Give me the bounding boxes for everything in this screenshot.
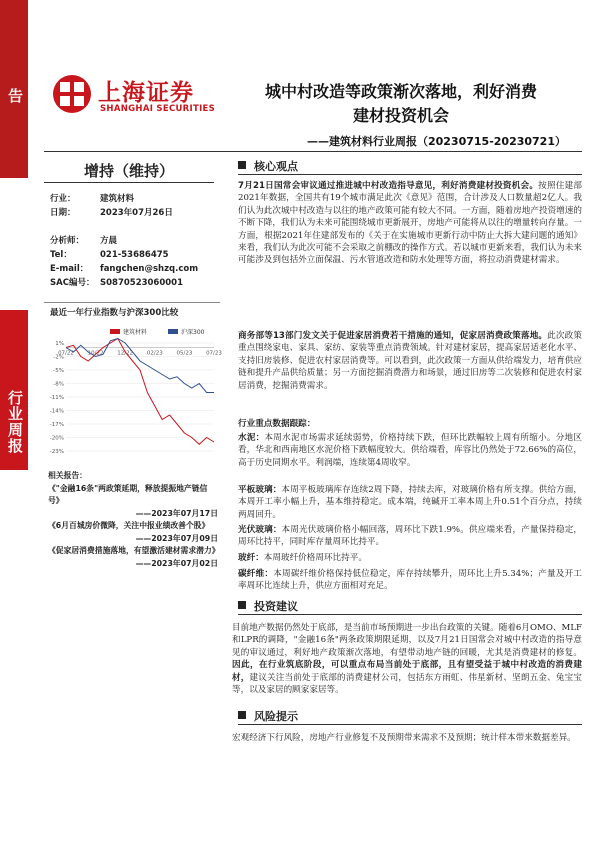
pv-key: 光伏玻璃： — [238, 525, 282, 535]
invest-tail: 建议关注当前处于底部的消费建材公司，包括东方雨虹、伟星新材、坚朗五金、兔宝宝等，以及家居的顾家家居等。 — [232, 672, 582, 696]
section-core-heading — [238, 158, 298, 174]
chart-title: 最近一年行业指数与沪深300比较 — [50, 308, 179, 318]
section-risk-title: 风险提示 — [254, 710, 298, 723]
index-comparison-chart — [44, 302, 220, 460]
x-tick-label: 12/22 — [117, 350, 134, 357]
cement-paragraph — [238, 432, 582, 469]
fiber-paragraph — [238, 552, 582, 564]
carbon-paragraph — [238, 568, 582, 593]
invest-bold: 因此，在行业筑底阶段，可以重点布局当前处于底部，且有望受益于城中村改造的消费建材， — [232, 660, 582, 683]
logo-text-en: SHANGHAI SECURITIES — [100, 104, 216, 114]
meta-sac — [50, 276, 183, 290]
core-p1-body: 按照住建部2021年数据，全国共有19个城市满足此次《意见》范围，合计涉及人口数量超2亿人。我们认为此次城中村改造与以往的地产政策可能有较大不同。一方面，随着房地产投资增速的不断下降，我们认为未来可能围绕城市更新展开，房地产可能将从以往的增量转向存量。一方面，根据2021年住建部发布的《关于在实施城市更新行动中防止大拆大建问题的通知》来看，我们认为此次可能不会采取之前棚改的操作方式。若以城市更新来看，我们认为未来可能涉及到包括外立面保温、污水管道改造和防水处理等方面，将拉动消费建材需求。 — [238, 181, 582, 266]
pv-body: 本周光伏玻璃价格小幅回落，周环比下跌1.9%。供应端来看，产量保持稳定，周环比持平，同时库存量周环比持平。 — [238, 525, 582, 548]
section-invest-title: 投资建议 — [254, 600, 298, 613]
header-divider — [44, 151, 582, 152]
meta-sac-value: S0870523060001 — [100, 278, 184, 288]
section-bullet-icon — [238, 161, 246, 169]
x-tick-label: 10/22 — [87, 350, 104, 357]
meta-email-key: E-mail： — [50, 264, 89, 274]
section-invest-heading — [238, 598, 298, 614]
meta-date-value: 2023年07月26日 — [100, 208, 173, 218]
pv-glass-paragraph — [238, 524, 582, 549]
title-line-1: 城中村改造等政策渐次落地，利好消费 — [264, 82, 537, 101]
rating-divider — [44, 182, 214, 183]
meta-industry-key: 行业： — [50, 194, 76, 204]
report-title — [236, 80, 566, 128]
related-item[interactable]: 《"金融16条"两政策延期，释放提振地产链信号》 — [48, 483, 208, 505]
y-tick-label: -2% — [53, 354, 64, 361]
meta-industry — [50, 192, 134, 206]
x-tick-label: 07/23 — [206, 350, 222, 357]
section-core-title: 核心观点 — [254, 160, 298, 173]
meta-tel-value: 021-53686475 — [100, 250, 169, 260]
invest-body: 目前地产数据仍然处于底部，是当前市场预期进一步出台政策的关键。随着6月OMO、MLF和LPR的调降，"金融16条"两条政策期限延期，以及7月21日国常会对城中村改造的指导意见的审议通过，利好地产政策渐次落地，有望带动地产链的回暖，尤其是消费建材的修复。 — [232, 623, 582, 658]
section-risk-heading — [238, 708, 298, 724]
core-p2-body: 此次政策重点围绕家电、家具、家纺、家装等重点消费领域。针对建材家居，提高家居适老化水平、支持旧房装修、促进农村家居消费等。可以看到，此次政策一方面从供给端发力，培育供应链和提升产品供给质量；另一方面挖掘消费潜力和场景，通过旧房等二次装修和促进农村家居消费，挖掘消费需求。 — [238, 331, 582, 391]
meta-analyst-key: 分析师： — [50, 236, 85, 246]
carbon-body: 本周碳纤维价格保持低位稳定，库存持续攀升，周环比上升5.34%；产量及开工率周环比连续上升，供应方面相对充足。 — [238, 569, 582, 592]
core-paragraph-2 — [238, 330, 582, 392]
cement-body: 本周水泥市场需求延续弱势，价格持续下跌，但环比跌幅较上周有所缩小。分地区看，华北和西南地区水泥价格下跌幅度较大。供给端看，库容比仍然处于72.66%的高位，高于历史同期水平。利润端，连续第4周收窄。 — [238, 433, 582, 468]
y-tick-label: -8% — [53, 381, 64, 388]
related-date: ——2023年07月02日 — [135, 558, 218, 568]
section-bullet-icon — [238, 711, 246, 719]
x-tick-label: 07/22 — [58, 350, 74, 357]
glass-key: 平板玻璃： — [238, 485, 282, 495]
y-tick-label: 1% — [55, 341, 64, 347]
core-paragraph-1 — [238, 180, 582, 267]
logo-text-cn: 上海证券 — [98, 80, 194, 106]
logo-mark-icon — [52, 74, 92, 114]
y-tick-label: -23% — [49, 449, 64, 455]
meta-analyst — [50, 234, 117, 248]
related-heading: 相关报告： — [48, 471, 87, 480]
meta-industry-value: 建筑材料 — [100, 194, 135, 204]
core-p2-lead: 商务部等13部门发文关于促进家居消费若干措施的通知，促家居消费政策落地。 — [238, 331, 548, 341]
invest-paragraph — [232, 622, 582, 696]
meta-date — [50, 206, 173, 220]
related-reports — [48, 470, 218, 570]
meta-date-key: 日期： — [50, 208, 76, 218]
section-core-divider — [238, 174, 582, 175]
related-item[interactable]: 《6月百城房价微降，关注中报业绩改善个股》 — [48, 521, 210, 530]
rating: 增持（维持） — [83, 162, 174, 180]
meta-email-value[interactable]: fangchen@shzq.com — [100, 264, 199, 274]
meta-tel — [50, 248, 169, 262]
company-logo — [52, 70, 222, 130]
legend-label: 沪深300 — [181, 329, 205, 336]
y-tick-label: -5% — [53, 368, 64, 374]
legend-swatch — [110, 329, 120, 334]
cement-key: 水泥： — [238, 433, 265, 443]
risk-paragraph — [232, 732, 582, 744]
x-tick-label: 02/23 — [146, 350, 163, 357]
chart-svg — [44, 325, 220, 459]
side-band-top — [0, 0, 45, 178]
legend-label: 建筑材料 — [123, 329, 148, 336]
glass-body: 本周平板玻璃库存连续2周下降，持续去库，对玻璃价格有所支撑。供给方面，本周开工率小幅上升，基本维持稳定。成本端，纯碱开工率本周上升0.51个百分点，持续两周回升。 — [238, 485, 582, 520]
core-p1-lead: 7月21日国常会审议通过推进城中村改造指导意见，利好消费建材投资机会。 — [238, 181, 539, 191]
section-risk-divider — [238, 724, 582, 725]
meta-sac-key: SAC编号： — [50, 278, 95, 288]
tracking-heading — [238, 418, 582, 430]
series-line — [66, 339, 214, 393]
side-label-bottom: 行业周报 — [6, 390, 24, 454]
side-label-top: 证券研究报告 — [6, 88, 45, 168]
title-line-2: 建材投资机会 — [352, 106, 449, 125]
side-band-bottom — [0, 310, 28, 470]
x-tick-label: 05/23 — [176, 350, 193, 357]
carbon-key: 碳纤维： — [238, 569, 274, 579]
y-tick-label: -17% — [49, 422, 64, 428]
section-bullet-icon — [238, 601, 246, 609]
fiber-body: 本周玻纤价格周环比持平。 — [263, 553, 367, 563]
report-subtitle: ——建筑材料行业周报（20230715-20230721） — [306, 135, 566, 148]
y-tick-label: -20% — [49, 435, 64, 442]
risk-body: 宏观经济下行风险，房地产行业修复不及预期带来需求不及预期；统计样本带来数据差异。 — [232, 733, 576, 743]
related-date: ——2023年07月09日 — [135, 533, 218, 543]
meta-tel-key: Tel： — [50, 250, 72, 260]
legend-swatch — [168, 329, 178, 334]
section-invest-divider — [238, 614, 582, 615]
meta-email — [50, 262, 198, 276]
tracking-title: 行业重点数据跟踪： — [238, 419, 316, 429]
y-tick-label: -14% — [49, 408, 64, 415]
glass-paragraph — [238, 484, 582, 521]
y-tick-label: -11% — [49, 395, 64, 401]
related-item[interactable]: 《促家居消费措施落地，有望激活建材需求潜力》 — [48, 546, 220, 555]
meta-analyst-value: 方晨 — [100, 236, 118, 246]
fiber-key: 玻纤： — [238, 553, 264, 563]
related-date: ——2023年07月17日 — [135, 508, 218, 518]
